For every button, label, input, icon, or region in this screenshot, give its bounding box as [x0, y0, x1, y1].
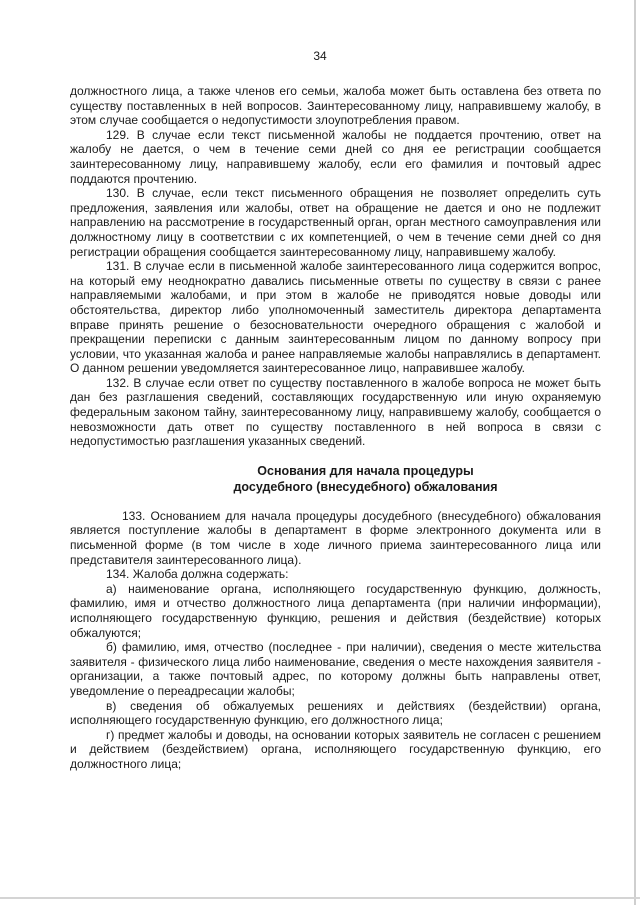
section-heading-line-1: Основания для начала процедуры	[257, 463, 474, 478]
paragraph-131: 131. В случае если в письменной жалобе заинтересованного лица содержится вопрос, на который ему неоднократно давались письменные ответы по существу в связи с ранее направляемыми жалобами, и при этом в жалобе не приводятся новые доводы или обстоятельства, директор либо уполномоченный заместитель директора департамента вправе принять решение о безосновательности очередного обращения с жалобой и прекращении переписки с данным заинтересованным лицом по данному вопросу при условии, что указанная жалоба и ранее направляемые жалобы направлялись в департамент. О данном решении уведомляется заинтересованное лицо, направившее жалобу.	[70, 259, 601, 376]
scan-edge-line	[634, 0, 636, 905]
paragraph-134: 134. Жалоба должна содержать:	[106, 567, 289, 582]
paragraph-133: 133. Основанием для начала процедуры досудебного (внесудебного) обжалования является поступление жалобы в департамент в форме электронного документа или в письменной форме (в том числе в ходе личного приема заинтересованного лица или представителя заинтересованного лица).	[70, 508, 601, 567]
section-heading	[70, 463, 601, 495]
paragraph-129: 129. В случае если текст письменной жалобы не поддается прочтению, ответ на жалобу не дается, о чем в течение семи дней со дня ее регистрации сообщается заинтересованному лицу, направившему жалобу, если его фамилия и почтовый адрес поддаются прочтению.	[70, 127, 601, 186]
paragraph-134-b: б) фамилию, имя, отчество (последнее - при наличии), сведения о месте жительства заявителя - физического лица либо наименование, сведения о месте нахождения заявителя - организации, а также почтовый адрес, по которому должны быть направлены ответ, уведомление о переадресации жалобы;	[70, 640, 601, 698]
paragraph-134-a: а) наименование органа, исполняющего государственную функцию, должность, фамилию, имя и отчество должностного лица департамента (при наличии информации), исполняющего государственную функцию, решения и действия (бездействие) которых обжалуются;	[70, 581, 601, 640]
paragraph-continuation: должностного лица, а также членов его семьи, жалоба может быть оставлена без ответа по существу поставленных в ней вопросов. Заинтересованному лицу, направившему жалобу, в этом случае сообщается о недопустимости злоупотребления правом.	[70, 84, 601, 128]
paragraph-134-g: г) предмет жалобы и доводы, на основании которых заявитель не согласен с решением и действием (бездействием) органа, исполняющего государственную функцию, его должностного лица;	[70, 727, 601, 771]
document-body	[70, 84, 601, 772]
paragraph-132: 132. В случае если ответ по существу поставленного в жалобе вопроса не может быть дан без разглашения сведений, составляющих государственную или иную охраняемую федеральным законом тайну, заинтересованному лицу, направившему жалобу, сообщается о невозможности дать ответ по существу поставленного в ней вопроса в связи с недопустимостью разглашения указанных сведений.	[70, 375, 601, 449]
paragraph-130: 130. В случае, если текст письменного обращения не позволяет определить суть предложения, заявления или жалобы, ответ на обращение не дается и оно не подлежит направлению на рассмотрение в государственный орган, орган местного самоуправления или должностному лицу в соответствии с их компетенцией, о чем в течение семи дней со дня регистрации обращения сообщается заинтересованному лицу, направившему жалобу.	[70, 186, 601, 259]
scan-bottom-line	[0, 897, 640, 899]
section-heading-line-2: досудебного (внесудебного) обжалования	[233, 479, 498, 494]
paragraph-134-v: в) сведения об обжалуемых решениях и действиях (бездействии) органа, исполняющего государственную функцию, его должностного лица;	[70, 698, 601, 728]
page-number: 34	[313, 49, 327, 63]
